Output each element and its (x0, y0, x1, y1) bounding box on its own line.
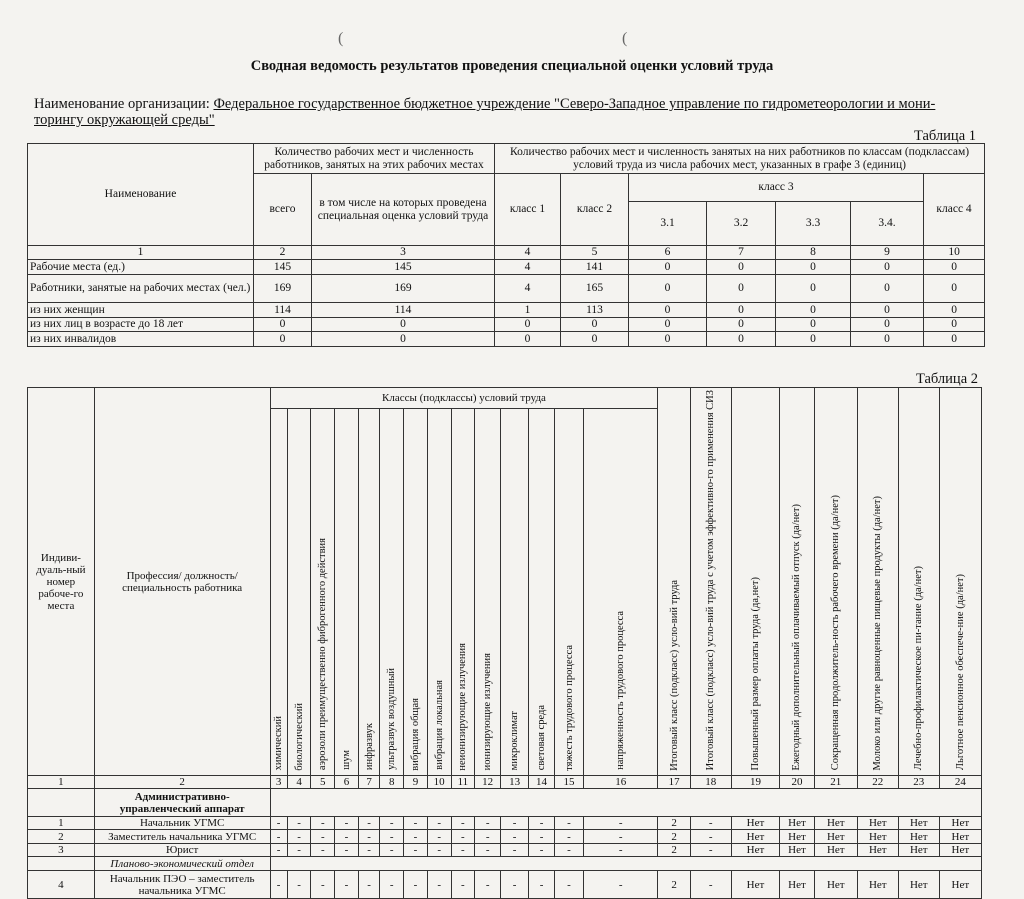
table-cell: Нет (780, 871, 814, 899)
table-cell: - (584, 871, 658, 899)
table-cell: 0 (924, 303, 985, 318)
col-number: 22 (857, 776, 898, 789)
col-number: 6 (629, 246, 707, 260)
col-number: 19 (731, 776, 780, 789)
table-cell: - (404, 844, 428, 857)
summary-table (27, 143, 985, 347)
col-number: 9 (851, 246, 924, 260)
table-cell: 0 (707, 275, 776, 303)
header-count: Количество рабочих мест и численность работников, занятых на этих рабочих местах (254, 144, 495, 174)
header-workplace-id: Индиви-дуаль-ный номер рабоче-го места (28, 388, 95, 776)
table-cell: Нет (814, 830, 857, 844)
col-number: 14 (529, 776, 555, 789)
organization-line-1 (34, 96, 935, 113)
section-row (28, 857, 982, 871)
table-cell: 0 (851, 332, 924, 347)
header-assessed: в том числе на которых проведена специальная оценка условий труда (312, 174, 495, 246)
header-factor: ультразвук воздушный (380, 409, 404, 776)
header-class3: класс 3 (629, 174, 924, 202)
table-cell: 0 (629, 318, 707, 332)
table-cell: Нет (898, 844, 939, 857)
col-number: 12 (475, 776, 501, 789)
table-cell: - (404, 830, 428, 844)
table-cell: Нет (939, 830, 981, 844)
table-cell: Нет (814, 871, 857, 899)
table-cell: 0 (776, 275, 851, 303)
table-cell: Нет (857, 817, 898, 830)
table-cell: - (475, 871, 501, 899)
table-cell: - (270, 830, 287, 844)
table-cell: - (475, 830, 501, 844)
header-name: Наименование (28, 144, 254, 246)
col-number: 18 (690, 776, 731, 789)
section-title: Планово-экономический отдел (94, 857, 270, 871)
header-profession: Профессия/ должность/ специальность работника (94, 388, 270, 776)
table-cell: - (358, 844, 380, 857)
col-number: 17 (658, 776, 690, 789)
table-cell: 0 (851, 275, 924, 303)
table-cell: Нет (939, 871, 981, 899)
row-label: Рабочие места (ед.) (28, 260, 254, 275)
table-cell: 145 (312, 260, 495, 275)
col-number: 3 (312, 246, 495, 260)
header-work-classes: Классы (подклассы) условий труда (270, 388, 658, 409)
table-cell: 0 (707, 318, 776, 332)
table-cell: 0 (851, 303, 924, 318)
table-cell: Нет (939, 844, 981, 857)
table-cell: 113 (561, 303, 629, 318)
section-fill (270, 789, 981, 817)
document-title: Сводная ведомость результатов проведения специальной оценки условий труда (250, 58, 774, 74)
table-cell: - (380, 830, 404, 844)
table-cell: 0 (254, 332, 312, 347)
header-factor: химический (270, 409, 287, 776)
table-cell: - (404, 871, 428, 899)
table-cell: - (335, 871, 359, 899)
table-cell: Нет (780, 844, 814, 857)
col-number: 8 (776, 246, 851, 260)
section-fill (270, 857, 981, 871)
col-number: 16 (584, 776, 658, 789)
table-cell: - (690, 844, 731, 857)
header-class3-4: 3.4. (851, 202, 924, 246)
header-final-class: Итоговый класс (подкласс) усло-вий труда (658, 388, 690, 776)
header-pension: Льготное пенсионное обеспече-ние (да/нет) (939, 388, 981, 776)
table-cell: - (287, 871, 311, 899)
table-cell: - (270, 817, 287, 830)
table-cell: 4 (495, 260, 561, 275)
table-cell: Нет (731, 817, 780, 830)
header-short-hours: Сокращенная продолжитель-ность рабочего времени (да/нет) (814, 388, 857, 776)
header-factor: тяжесть трудового процесса (554, 409, 583, 776)
row-label: из них женщин (28, 303, 254, 318)
table-cell: 0 (312, 332, 495, 347)
table-cell: 0 (707, 260, 776, 275)
workplace-id: 4 (28, 871, 95, 899)
table-cell: 145 (254, 260, 312, 275)
col-number: 23 (898, 776, 939, 789)
table-cell: - (451, 871, 475, 899)
col-number: 9 (404, 776, 428, 789)
profession: Юрист (94, 844, 270, 857)
table-cell: - (554, 817, 583, 830)
table-cell: - (287, 817, 311, 830)
table-cell: - (335, 830, 359, 844)
table-cell: Нет (898, 817, 939, 830)
table-cell: - (554, 830, 583, 844)
col-number: 4 (495, 246, 561, 260)
table-cell: 0 (776, 303, 851, 318)
col-number: 15 (554, 776, 583, 789)
table-row (28, 332, 985, 347)
table-cell: - (584, 844, 658, 857)
table-cell: 169 (254, 275, 312, 303)
header-nutrition: Лечебно-профилактическое пи-тание (да/нет) (898, 388, 939, 776)
table-cell: Нет (898, 871, 939, 899)
table-cell: - (311, 817, 335, 830)
table-cell: - (501, 844, 529, 857)
table-cell: 114 (312, 303, 495, 318)
scan-mark: ( (622, 30, 628, 47)
header-factor: микроклимат (501, 409, 529, 776)
header-class3-3: 3.3 (776, 202, 851, 246)
organization-label: Наименование организации: (34, 96, 210, 112)
workplace-id: 1 (28, 817, 95, 830)
table-cell: - (270, 871, 287, 899)
table-cell: 165 (561, 275, 629, 303)
table-cell: - (451, 817, 475, 830)
header-factor: неионизирующие излучения (451, 409, 475, 776)
organization-line-2: торингу окружающей среды" (34, 112, 215, 128)
workplace-table (27, 387, 982, 899)
header-factor: шум (335, 409, 359, 776)
section-title: Административно-управленческий аппарат (94, 789, 270, 817)
table-cell: - (287, 844, 311, 857)
section-id (28, 857, 95, 871)
header-class2: класс 2 (561, 174, 629, 246)
col-number: 2 (254, 246, 312, 260)
table-cell: 0 (851, 260, 924, 275)
workplace-id: 3 (28, 844, 95, 857)
row-label: из них лиц в возрасте до 18 лет (28, 318, 254, 332)
table-cell: Нет (857, 844, 898, 857)
col-number: 8 (380, 776, 404, 789)
table-cell: 141 (561, 260, 629, 275)
col-number: 3 (270, 776, 287, 789)
col-number: 1 (28, 246, 254, 260)
table-cell: 0 (776, 318, 851, 332)
table-cell: - (475, 817, 501, 830)
table-cell: - (690, 871, 731, 899)
table-cell: 169 (312, 275, 495, 303)
table-cell: - (554, 844, 583, 857)
table-cell: Нет (814, 817, 857, 830)
table-row (28, 871, 982, 899)
profession: Заместитель начальника УГМС (94, 830, 270, 844)
table-cell: 0 (851, 318, 924, 332)
table-cell: - (287, 830, 311, 844)
table-cell: - (475, 844, 501, 857)
header-milk: Молоко или другие равноценные пищевые продукты (да/нет) (857, 388, 898, 776)
table-row (28, 275, 985, 303)
table-cell: - (690, 817, 731, 830)
table-cell: - (311, 871, 335, 899)
table-cell: - (270, 844, 287, 857)
table-cell: - (529, 871, 555, 899)
table-cell: 2 (658, 844, 690, 857)
table-cell: - (451, 830, 475, 844)
table-cell: Нет (857, 871, 898, 899)
header-factor: ионизирующие излучения (475, 409, 501, 776)
table-cell: 0 (629, 260, 707, 275)
table-cell: Нет (814, 844, 857, 857)
table-cell: 0 (776, 260, 851, 275)
header-factor: инфразвук (358, 409, 380, 776)
table1-caption: Таблица 1 (913, 128, 976, 144)
header-factor: световая среда (529, 409, 555, 776)
table-cell: - (501, 871, 529, 899)
col-number: 2 (94, 776, 270, 789)
header-class3-2: 3.2 (707, 202, 776, 246)
table-row (28, 817, 982, 830)
table-cell: 0 (629, 303, 707, 318)
table-cell: - (427, 871, 451, 899)
scan-mark: ( (338, 30, 344, 47)
table-cell: - (380, 817, 404, 830)
header-extra-pay: Повышенный размер оплаты труда (да,нет) (731, 388, 780, 776)
header-classes: Количество рабочих мест и численность занятых на них работников по классам (подклассам) условий труда из числа рабочих мест, указанных в графе 3 (единиц) (495, 144, 985, 174)
table-cell: - (529, 844, 555, 857)
table-cell: 0 (254, 318, 312, 332)
table-cell: Нет (731, 830, 780, 844)
table-cell: - (380, 844, 404, 857)
col-number: 10 (924, 246, 985, 260)
table-cell: 0 (561, 332, 629, 347)
table-cell: - (335, 844, 359, 857)
col-number: 24 (939, 776, 981, 789)
table-cell: - (451, 844, 475, 857)
header-factor: напряженность трудового процесса (584, 409, 658, 776)
table-cell: 0 (629, 332, 707, 347)
section-id (28, 789, 95, 817)
col-number: 10 (427, 776, 451, 789)
table-cell: Нет (780, 817, 814, 830)
table-cell: 0 (629, 275, 707, 303)
table-cell: 0 (495, 332, 561, 347)
table-row (28, 303, 985, 318)
col-number: 5 (561, 246, 629, 260)
table-cell: - (584, 817, 658, 830)
row-label: из них инвалидов (28, 332, 254, 347)
header-factor: биологический (287, 409, 311, 776)
table-cell: - (380, 871, 404, 899)
table-cell: 1 (495, 303, 561, 318)
table-cell: - (427, 817, 451, 830)
table-row (28, 844, 982, 857)
table-cell: Нет (857, 830, 898, 844)
table-cell: 0 (561, 318, 629, 332)
table-cell: 0 (495, 318, 561, 332)
table-cell: 2 (658, 830, 690, 844)
col-number: 20 (780, 776, 814, 789)
table2-caption: Таблица 2 (915, 371, 978, 387)
table-cell: - (335, 817, 359, 830)
table-cell: - (358, 871, 380, 899)
table-cell: 2 (658, 871, 690, 899)
table-cell: - (501, 817, 529, 830)
table-cell: 4 (495, 275, 561, 303)
col-number: 13 (501, 776, 529, 789)
col-number: 11 (451, 776, 475, 789)
table-cell: 0 (924, 275, 985, 303)
table-cell: 114 (254, 303, 312, 318)
table-cell: 0 (776, 332, 851, 347)
table-cell: - (554, 871, 583, 899)
table-row (28, 830, 982, 844)
table-cell: - (311, 844, 335, 857)
organization-name: Федеральное государственное бюджетное учреждение "Северо-Западное управление по гидрометеорологии и мони- (213, 96, 936, 112)
table-cell: - (427, 830, 451, 844)
table-cell: 2 (658, 817, 690, 830)
table-cell: - (529, 830, 555, 844)
table-cell: Нет (780, 830, 814, 844)
table-row (28, 318, 985, 332)
table-cell: - (311, 830, 335, 844)
header-factor: вибрация локальная (427, 409, 451, 776)
col-number: 5 (311, 776, 335, 789)
col-number: 4 (287, 776, 311, 789)
table-row (28, 260, 985, 275)
table-cell: - (404, 817, 428, 830)
profession: Начальник УГМС (94, 817, 270, 830)
table-cell: 0 (707, 303, 776, 318)
table-cell: 0 (924, 318, 985, 332)
row-label: Работники, занятые на рабочих местах (чел.) (28, 275, 254, 303)
table-cell: 0 (924, 332, 985, 347)
col-number: 7 (707, 246, 776, 260)
profession: Начальник ПЭО – заместитель начальника УГМС (94, 871, 270, 899)
table-cell: Нет (898, 830, 939, 844)
table-cell: - (584, 830, 658, 844)
table-cell: Нет (731, 844, 780, 857)
workplace-id: 2 (28, 830, 95, 844)
table-cell: - (358, 817, 380, 830)
col-number: 7 (358, 776, 380, 789)
col-number: 6 (335, 776, 359, 789)
header-class4: класс 4 (924, 174, 985, 246)
header-factor: вибрация общая (404, 409, 428, 776)
table-cell: Нет (939, 817, 981, 830)
table-cell: - (427, 844, 451, 857)
header-factor: аэрозоли преимущественно фиброгенного действия (311, 409, 335, 776)
table-cell: - (501, 830, 529, 844)
header-class3-1: 3.1 (629, 202, 707, 246)
table-cell: - (358, 830, 380, 844)
header-extra-leave: Ежегодный дополнительный оплачиваемый отпуск (да/нет) (780, 388, 814, 776)
table-cell: 0 (924, 260, 985, 275)
table-cell: - (690, 830, 731, 844)
table-cell: - (529, 817, 555, 830)
header-class1: класс 1 (495, 174, 561, 246)
col-number: 21 (814, 776, 857, 789)
header-total: всего (254, 174, 312, 246)
table-cell: 0 (312, 318, 495, 332)
table-cell: Нет (731, 871, 780, 899)
col-number: 1 (28, 776, 95, 789)
header-final-class-siz: Итоговый класс (подкласс) усло-вий труда с учетом эффективно-го применения СИЗ (690, 388, 731, 776)
table-cell: 0 (707, 332, 776, 347)
